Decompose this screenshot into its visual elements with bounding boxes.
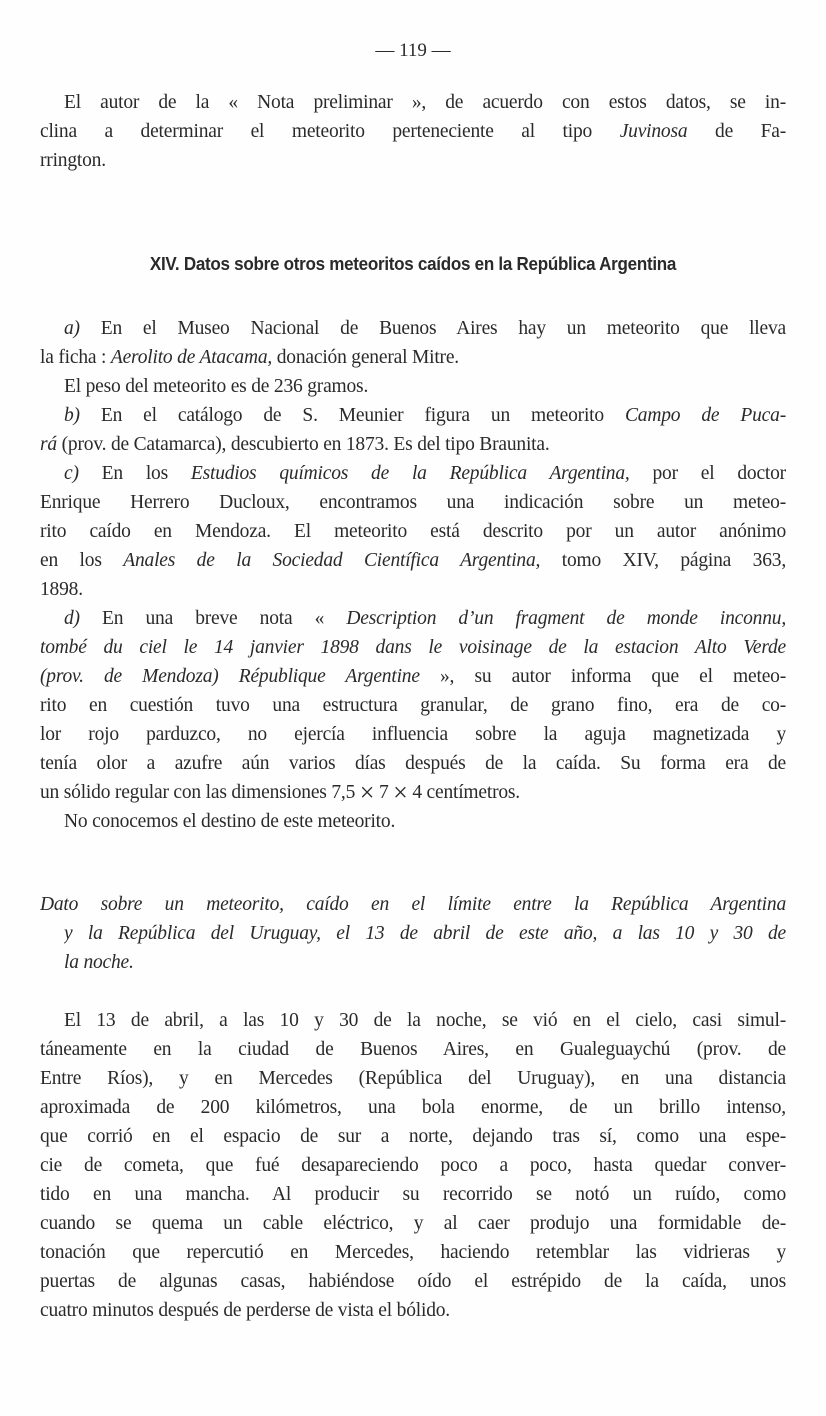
text-run: Enrique Herrero Ducloux, encontramos una indicación sobre un meteo- — [40, 492, 786, 513]
text-run: por el doctor — [629, 463, 786, 484]
item-label: c) — [64, 463, 79, 484]
text-line — [64, 1008, 786, 1034]
text-run: que corrió en el espacio de sur a norte, dejando tras sí, como una espe- — [40, 1126, 786, 1147]
text-run: y la República del Uruguay, el 13 de abril de este año, a las 10 y 30 de — [64, 923, 786, 944]
text-line — [40, 148, 786, 174]
text-run: rrington. — [40, 150, 106, 171]
text-line — [64, 374, 786, 400]
text-line — [64, 316, 786, 342]
text-line — [40, 548, 786, 574]
page-number: — 119 — — [375, 40, 451, 61]
text-run: táneamente en la ciudad de Buenos Aires, en Gualeguaychú (prov. de — [40, 1039, 786, 1060]
text-line — [40, 577, 786, 603]
italic-run: Description d’un fragment de monde inconnu, — [346, 608, 786, 629]
text-run: cuando se quema un cable eléctrico, y al caer produjo una formidable de- — [40, 1213, 786, 1234]
item-label: b) — [64, 405, 80, 426]
text-run: un sólido regular con las dimensiones 7,5 — [40, 782, 360, 803]
italic-run: Juvinosa — [619, 121, 688, 142]
text-line — [40, 490, 786, 516]
italic-run: Estudios químicos de la República Argentina, — [190, 463, 630, 484]
closing-line — [64, 809, 786, 835]
text-run: El 13 de abril, a las 10 y 30 de la noche, se vió en el cielo, casi simul- — [64, 1010, 786, 1031]
text-line — [40, 693, 786, 719]
text-run: la ficha : — [40, 347, 111, 368]
text-run: cie de cometa, que fué desapareciendo poco a poco, hasta quedar conver- — [40, 1155, 786, 1176]
text-line — [40, 1269, 786, 1295]
text-run: rito en cuestión tuvo una estructura granular, de grano fino, era de co- — [40, 695, 786, 716]
text-run: En los — [78, 463, 191, 484]
multiplication-sign: × — [393, 778, 408, 807]
text-line — [40, 1182, 786, 1208]
text-run: tomo XIV, página 363, — [540, 550, 786, 571]
text-run: cuatro minutos después de perderse de vista el bólido. — [40, 1300, 450, 1321]
text-line — [40, 635, 786, 661]
text-run: », su autor informa que el meteo- — [419, 666, 786, 687]
text-run: clina a determinar el meteorito perteneciente al tipo — [40, 121, 620, 142]
item-label: d) — [64, 608, 80, 629]
text-line — [40, 751, 786, 777]
text-run: de Fa- — [687, 121, 786, 142]
text-line — [40, 1066, 786, 1092]
text-run: 1898. — [40, 579, 83, 600]
text-line — [40, 1095, 786, 1121]
title-line — [40, 892, 786, 918]
text-run: No conocemos el destino de este meteorito. — [64, 811, 396, 832]
title-line — [64, 921, 786, 947]
text-line — [40, 1124, 786, 1150]
text-line — [40, 119, 786, 145]
text-line — [64, 461, 786, 487]
text-run: tonación que repercutió en Mercedes, haciendo retemblar las vidrieras y — [40, 1242, 786, 1263]
text-line — [64, 90, 786, 116]
title-line — [64, 950, 786, 976]
text-line — [40, 722, 786, 748]
text-run: El peso del meteorito es de 236 gramos. — [64, 376, 369, 397]
text-line — [40, 1153, 786, 1179]
text-line — [40, 1240, 786, 1266]
text-line — [40, 1211, 786, 1237]
text-run: 4 centímetros. — [407, 782, 520, 803]
text-run: (prov. de Catamarca), descubierto en 1873. Es del tipo Braunita. — [56, 434, 550, 455]
text-run: En el catálogo de S. Meunier figura un meteorito — [79, 405, 625, 426]
italic-run: Campo de Puca- — [625, 405, 786, 426]
text-run: en los — [40, 550, 124, 571]
italic-run: Anales de la Sociedad Científica Argentina, — [123, 550, 541, 571]
text-run: donación general Mitre. — [272, 347, 459, 368]
text-run: Dato sobre un meteorito, caído en el límite entre la República Argentina — [40, 894, 786, 915]
text-run: En el Museo Nacional de Buenos Aires hay un meteorito que lleva — [79, 318, 786, 339]
text-run: rito caído en Mendoza. El meteorito está descrito por un autor anónimo — [40, 521, 786, 542]
text-run: tido en una mancha. Al producir su recorrido se notó un ruído, como — [40, 1184, 786, 1205]
text-run: Entre Ríos), y en Mercedes (República del Uruguay), en una distancia — [40, 1068, 786, 1089]
text-run: lor rojo parduzco, no ejercía influencia sobre la aguja magnetizada y — [40, 724, 786, 745]
text-run: la noche. — [64, 952, 134, 973]
text-line — [40, 1298, 786, 1324]
text-run: El autor de la « Nota preliminar », de acuerdo con estos datos, se in- — [64, 92, 786, 113]
italic-run: Aerolito de Atacama, — [110, 347, 273, 368]
text-line — [40, 1037, 786, 1063]
text-line — [40, 432, 786, 458]
item-label: a) — [64, 318, 80, 339]
italic-run: tombé du ciel le 14 janvier 1898 dans le voisinage de la estacion Alto Verde — [40, 637, 786, 658]
text-run: tenía olor a azufre aún varios días después de la caída. Su forma era de — [40, 753, 786, 774]
text-run: En una breve nota « — [79, 608, 347, 629]
text-run: puertas de algunas casas, habiéndose oído el estrépido de la caída, unos — [40, 1271, 786, 1292]
text-line — [40, 780, 786, 806]
italic-run: (prov. de Mendoza) République Argentine — [40, 666, 420, 687]
section-heading: XIV. Datos sobre otros meteoritos caídos en la República Argentina — [149, 253, 677, 274]
multiplication-sign: × — [359, 778, 375, 807]
italic-run: rá — [40, 434, 57, 455]
text-line — [40, 519, 786, 545]
text-run: 7 — [374, 782, 394, 803]
text-line — [64, 403, 786, 429]
text-line — [40, 664, 786, 690]
text-line — [40, 345, 786, 371]
text-run: aproximada de 200 kilómetros, una bola enorme, de un brillo intenso, — [40, 1097, 786, 1118]
text-line — [64, 606, 786, 632]
